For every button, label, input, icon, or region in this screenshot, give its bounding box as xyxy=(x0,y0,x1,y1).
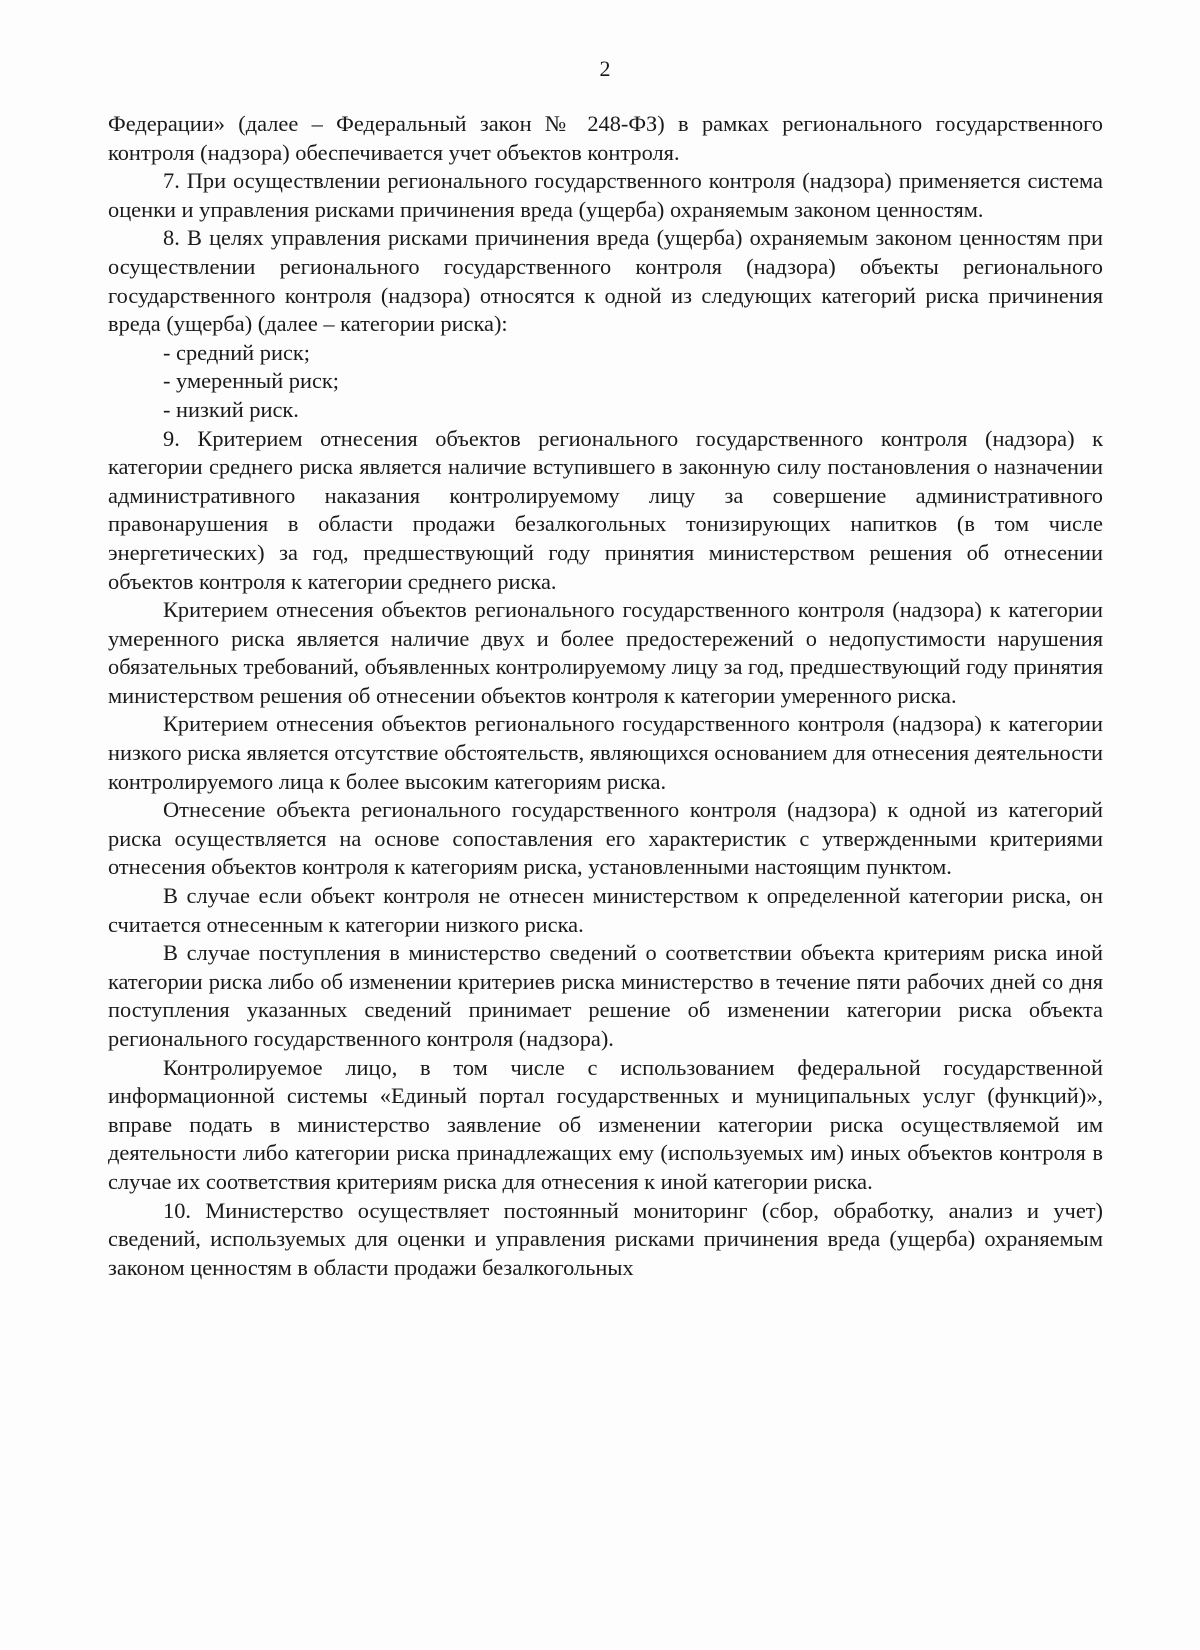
paragraph-item-9: 9. Критерием отнесения объектов регионального государственного контроля (надзора) к категории среднего риска является наличие вступившего в законную силу постановления о назначении административного наказания контролируемому лицу за совершение административного правонарушения в области продажи безалкогольных тонизирующих напитков (в том числе энергетических) за год, предшествующий году принятия министерством решения об отнесении объектов контроля к категории среднего риска. xyxy=(108,425,1103,594)
paragraph-item-8: 8. В целях управления рисками причинения вреда (ущерба) охраняемым законом ценностям при осуществлении регионального государственного контроля (надзора) объекты регионального государственного контроля (надзора) относятся к одной из следующих категорий риска причинения вреда (ущерба) (далее – категории риска): xyxy=(108,225,1103,337)
paragraph-category-change: В случае поступления в министерство сведений о соответствии объекта критериям риска иной категории риска либо об изменении критериев риска министерство в течение пяти рабочих дней со дня поступления указанных сведений принимает решение об изменении категории риска объекта регионального государственного контроля (надзора). xyxy=(108,940,1103,1051)
list-item-medium-risk: - средний риск; xyxy=(163,339,310,365)
paragraph-moderate-criterion: Критерием отнесения объектов регионального государственного контроля (надзора) к категории умеренного риска является наличие двух и более предостережений о недопустимости нарушения обязательных требований, объявленных контролируемому лицу за год, предшествующий году принятия министерством решения об отнесении объектов контроля к категории умеренного риска. xyxy=(108,597,1103,708)
paragraph-continuation: Федерации» (далее – Федеральный закон № 248-ФЗ) в рамках регионального государственного контроля (надзора) обеспечивается учет объектов контроля. xyxy=(108,111,1103,165)
paragraph-item-10: 10. Министерство осуществляет постоянный мониторинг (сбор, обработку, анализ и учет) сведений, используемых для оценки и управления рисками причинения вреда (ущерба) охраняемым законом ценностям в области продажи безалкогольных xyxy=(108,1197,1103,1280)
paragraph-item-7: 7. При осуществлении регионального государственного контроля (надзора) применяется система оценки и управления рисками причинения вреда (ущерба) охраняемым законом ценностям. xyxy=(108,168,1103,222)
paragraph-category-assignment: Отнесение объекта регионального государственного контроля (надзора) к одной из категорий риска осуществляется на основе сопоставления его характеристик с утвержденными критериями отнесения объектов контроля к категориям риска, установленными настоящим пунктом. xyxy=(108,797,1103,880)
list-item-low-risk: - низкий риск. xyxy=(163,396,299,422)
document-body xyxy=(108,110,1103,1282)
paragraph-low-criterion: Критерием отнесения объектов регионального государственного контроля (надзора) к категории низкого риска является отсутствие обстоятельств, являющихся основанием для отнесения деятельности контролируемого лица к более высоким категориям риска. xyxy=(108,711,1103,794)
list-item-moderate-risk: - умеренный риск; xyxy=(163,368,339,394)
paragraph-controlled-person-request: Контролируемое лицо, в том числе с использованием федеральной государственной информационной системы «Единый портал государственных и муниципальных услуг (функций)», вправе подать в министерство заявление об изменении категории риска осуществляемой им деятельности либо категории риска принадлежащих ему (используемых им) иных объектов контроля в случае их соответствия критериям риска для отнесения к иной категории риска. xyxy=(108,1054,1103,1194)
paragraph-default-category: В случае если объект контроля не отнесен министерством к определенной категории риска, он считается отнесенным к категории низкого риска. xyxy=(108,883,1103,937)
page-number: 2 xyxy=(599,56,611,81)
